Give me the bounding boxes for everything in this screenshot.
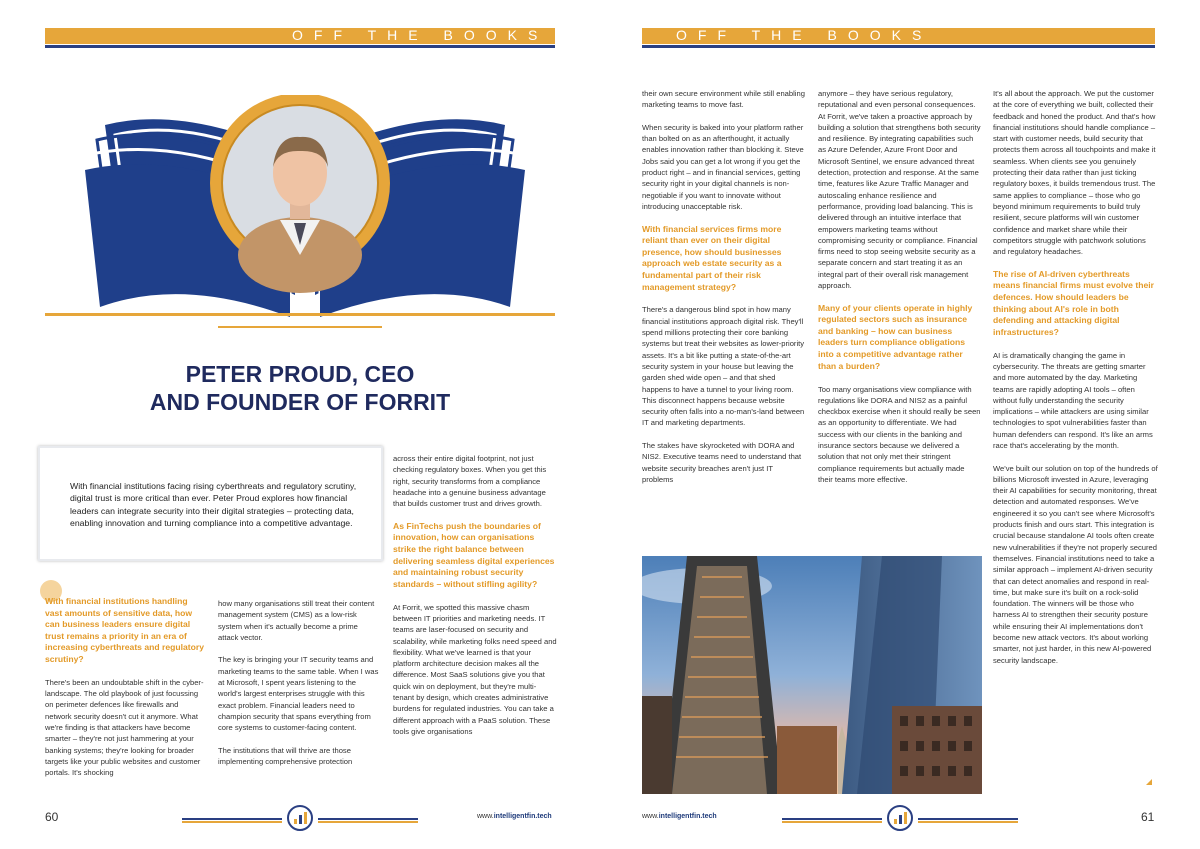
paragraph: their own secure environment while still enabling marketing teams to move fast. (642, 89, 805, 110)
footer-url[interactable] (642, 813, 717, 820)
section-title: OFF THE BOOKS (292, 27, 549, 43)
page-number: 61 (1141, 810, 1155, 824)
headline-rule-short (218, 326, 382, 328)
url-domain: intelligentfin.tech (658, 813, 717, 820)
footer-url[interactable] (477, 813, 552, 820)
paragraph: The key is bringing your IT security teams and marketing teams to the same table. When I was at Microsoft, I spent years listening to the world's largest enterprises struggle with this exact problem. Financial leaders need to champion security that spans everything from core systems to customer-facing content. (218, 655, 379, 733)
headline-rule-top (45, 313, 555, 316)
question-3: With financial services firms more reliant than ever on their digital presence, how should businesses approach web estate security as a fundamental part of their risk management strategy? (642, 223, 782, 292)
right-column-1 (642, 88, 805, 496)
footer-rule (182, 818, 282, 820)
paragraph: We've built our solution on top of the hundreds of billions Microsoft invested in Azure, leveraging their AI capabilities for security monitoring, threat detection and automated responses. We've engineered it so you can't see where Microsoft's products finish and ours start. This integration is crucial because standalone AI tools often create new vulnerabilities if they're not properly secured themselves. Financial institutions need to take a similar approach – implement AI-driven security that can detect anomalies and respond in real-time, but make sure it's built on a rock-solid foundation. The winners will be those who harness AI to strengthen their security posture while ensuring their AI implementations don't become new attack vectors. It's about working smarter, not just harder, in this new AI-powered security landscape. (993, 463, 1158, 665)
right-column-3 (993, 88, 1158, 677)
paragraph: The institutions that will thrive are those implementing comprehensive protection (218, 745, 353, 767)
intro-text: With financial institutions facing rising cyberthreats and regulatory scrutiny, digital trust is more critical than ever. Peter Proud explores how financial leaders can integrate security into their digital strategies – protecting data, enabling innovation and turning compliance into a competitive advantage. (70, 481, 357, 529)
paragraph: At Forrit, we spotted this massive chasm between IT priorities and marketing needs. IT teams are laser-focused on security and scalability, while marketing folks need speed and flexibility. What we've learned is that your platform architecture decision makes all the difference. Most SaaS solutions give you that quick win on deployment, but they're multi-tenant by design, which creates administrative burdens for regulated industries. You can take a different approach with a PaaS solution. These tools give organisations (393, 602, 557, 736)
footer-rule-gold (918, 821, 1018, 823)
question-4: Many of your clients operate in highly regulated sectors such as insurance and banking – how can business leaders turn compliance obligations into a competitive advantage rather than a burden? (818, 302, 973, 371)
footer-rule (782, 818, 882, 820)
city-skyline-image (642, 556, 982, 794)
url-prefix: www. (477, 813, 494, 820)
paragraph: across their entire digital footprint, not just checking regulatory boxes. When you get this right, security transforms from a compliance headache into a genuine business advantage that builds customer trust and drives growth. (393, 454, 547, 509)
intro-box (38, 446, 383, 561)
left-column-3 (393, 453, 557, 749)
paragraph: anymore – they have serious regulatory, reputational and even personal consequences. At Forrit, we've taken a proactive approach by building a solution that strengthens both security and resilience. By integrating capabilities such as Azure Defender, Azure Front Door and Microsoft Sentinel, we ensure advanced threat detection, protection and response. At the same time, features like Azure Traffic Manager and autoscaling enhance resilience and performance, providing load balancing. This is delivered through an intuitive interface that empowers marketing teams without compromising security or compliance. Financial firms need to stop seeing website security as a separate concern and start treating it as an integral part of their overall risk management approach. (818, 89, 981, 291)
paragraph: how many organisations still treat their content management system (CMS) as a low-risk system when it's actually become a prime attack vector. (218, 599, 375, 642)
page-number: 60 (45, 810, 59, 824)
logo-icon (887, 805, 913, 831)
right-column-2 (818, 88, 981, 496)
paragraph: AI is dramatically changing the game in cybersecurity. The threats are getting smarter and more automated by the day. Marketing teams are rapidly adopting AI tools – often without fully understanding the security implications – while attackers are using similar technologies to spot vulnerabilities faster than human defenders can respond. It's like an arms race that's accelerating by the month. (993, 350, 1153, 450)
book-illustration (85, 95, 525, 335)
page-headline (45, 360, 555, 416)
headline-line-1: PETER PROUD, CEO (185, 361, 415, 387)
left-column-2 (218, 598, 380, 779)
footer-rule (318, 818, 418, 820)
paragraph: When security is baked into your platform rather than bolted on as an afterthought, it actually enables innovation rather than blocking it. Steve Jobs said you can get a lot wrong if you get the product right – and in financial services, getting security right in your digital channels is non-negotiable if you want to innovate without introducing unacceptable risk. (642, 122, 804, 211)
logo-icon (287, 805, 313, 831)
paragraph: It's all about the approach. We put the customer at the core of everything we built, collected their feedback and honed the product. And that's how financial institutions should handle compliance – start with customer needs, build security that protects them across all touchpoints and make it seamless. When clients see you genuinely protecting their data rather than just ticking regulatory boxes, it builds tremendous trust. The same applies to compliance – those who go beyond minimum requirements to build truly resilient, secure platforms will win customer confidence and market share while their competitors struggle with patchwork solutions and regulatory headaches. (993, 89, 1156, 257)
headline-line-2: AND FOUNDER OF FORRIT (149, 389, 451, 415)
paragraph: Too many organisations view compliance with regulations like DORA and NIS2 as a painful checkbox exercise when it should really be seen as an opportunity to differentiate. We had success with our clients in the banking and insurance sectors because we delivered a solution that not only met their stringent compliance requirements but actually made their teams more effective. (818, 384, 981, 484)
paragraph: The stakes have skyrocketed with DORA and NIS2. Executive teams need to understand that website security breaches aren't just IT problems (642, 440, 802, 484)
footer-rule-gold (318, 821, 418, 823)
end-mark-icon (1146, 779, 1152, 785)
header-rule (642, 45, 1155, 48)
url-domain: intelligentfin.tech (493, 813, 552, 820)
paragraph: There's been an undoubtable shift in the cyber-landscape. The old playbook of just focussing on perimeter defences like firewalls and network security doesn't cut it anymore. What we're finding is that attackers have become smarter – they're not just hammering at your banking systems; they're looking for broader targets like your public websites and customer portals. It's shocking (45, 677, 204, 778)
left-column-1 (45, 596, 207, 790)
url-prefix: www. (642, 813, 659, 820)
question-5: The rise of AI-driven cyberthreats means financial firms must evolve their defences. How should leaders be thinking about AI's role in both defending and attacking digital infrastructures? (993, 268, 1154, 337)
footer-rule (918, 818, 1018, 820)
question-1: With financial institutions handling vast amounts of sensitive data, how can business leaders ensure digital trust remains a priority in an era of increasing cyberthreats and regulatory scrutiny? (45, 596, 205, 664)
footer-rule-gold (782, 821, 882, 823)
question-2: As FinTechs push the boundaries of innovation, how can organisations strike the right balance between delivering seamless digital experiences and maintaining robust security standards – without stifling agility? (393, 520, 555, 589)
paragraph: There's a dangerous blind spot in how many financial institutions approach digital risk. They'll spend millions protecting their core banking systems but treat their websites as lower-priority assets. It's a bit like putting a state-of-the-art security system in your house but leaving the garden shed wide open – and that shed happens to have a tunnel to your living room. This disconnect happens because website security often falls into a no-man's-land between IT and marketing departments. (642, 305, 805, 428)
header-rule (45, 45, 555, 48)
right-page (600, 0, 1200, 849)
footer-rule-gold (182, 821, 282, 823)
section-title: OFF THE BOOKS (676, 27, 933, 43)
